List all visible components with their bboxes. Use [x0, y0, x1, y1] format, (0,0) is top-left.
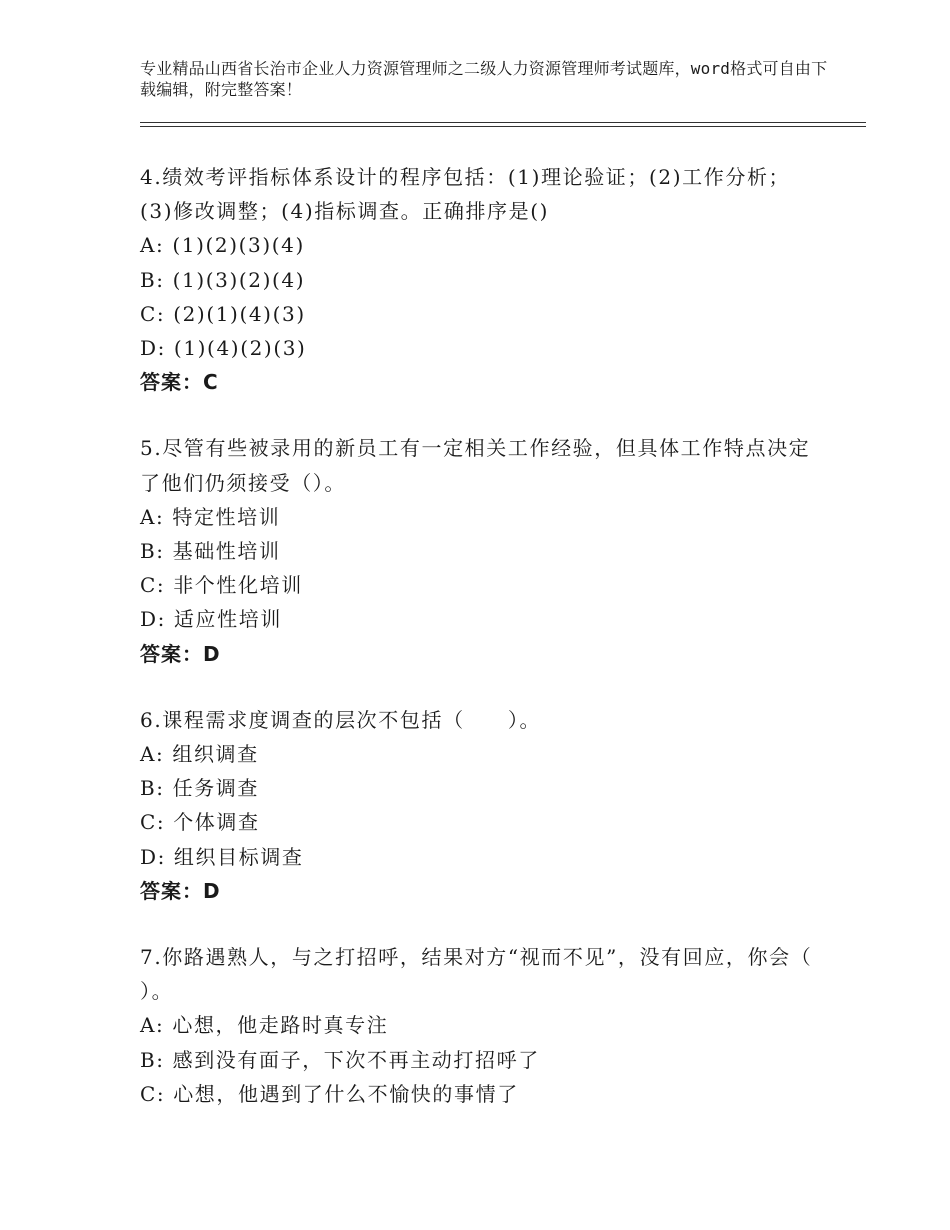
option-a: A: 组织调查 — [140, 742, 259, 767]
option-a: A: 特定性培训 — [140, 504, 281, 529]
option-a: A: 心想，他走路时真专注 — [140, 1013, 389, 1038]
option-b: B: (1)(3)(2)(4) — [140, 267, 306, 292]
option-d: D: (1)(4)(2)(3) — [140, 336, 307, 361]
option-c: C: 个体调查 — [140, 810, 260, 835]
document-title: 专业精品山西省长治市企业人力资源管理师之二级人力资源管理师考试题库，word格式可自由下载编辑，附完整答案！ — [140, 59, 828, 99]
question-7 — [140, 940, 820, 1111]
question-stem: 7.你路遇熟人，与之打招呼，结果对方“视而不见”，没有回应，你会（ ）。 — [140, 945, 813, 1004]
option-c: C: (2)(1)(4)(3) — [140, 301, 306, 326]
option-b: B: 基础性培训 — [140, 539, 281, 564]
option-c: C: 心想，他遇到了什么不愉快的事情了 — [140, 1081, 519, 1106]
header-divider-bottom — [140, 126, 866, 127]
question-5 — [140, 431, 820, 670]
question-list — [140, 160, 820, 1143]
option-b: B: 感到没有面子，下次不再主动打招呼了 — [140, 1047, 540, 1072]
option-b: B: 任务调查 — [140, 776, 259, 801]
answer-line: 答案：D — [140, 878, 221, 903]
question-stem: 4.绩效考评指标体系设计的程序包括：(1)理论验证；(2)工作分析；(3)修改调整；(4)指标调查。正确排序是() — [140, 165, 791, 224]
document-header — [140, 58, 830, 100]
option-c: C: 非个性化培训 — [140, 573, 303, 598]
answer-line: 答案：D — [140, 641, 221, 666]
option-d: D: 适应性培训 — [140, 607, 282, 632]
option-a: A: (1)(2)(3)(4) — [140, 233, 305, 258]
question-6 — [140, 703, 820, 908]
question-stem: 6.课程需求度调查的层次不包括（ ）。 — [140, 707, 542, 732]
answer-line: 答案：C — [140, 370, 219, 395]
option-d: D: 组织目标调查 — [140, 844, 304, 869]
question-stem: 5.尽管有些被录用的新员工有一定相关工作经验，但具体工作特点决定了他们仍须接受（）。 — [140, 436, 811, 495]
question-4 — [140, 160, 820, 399]
header-divider-top — [140, 122, 866, 123]
